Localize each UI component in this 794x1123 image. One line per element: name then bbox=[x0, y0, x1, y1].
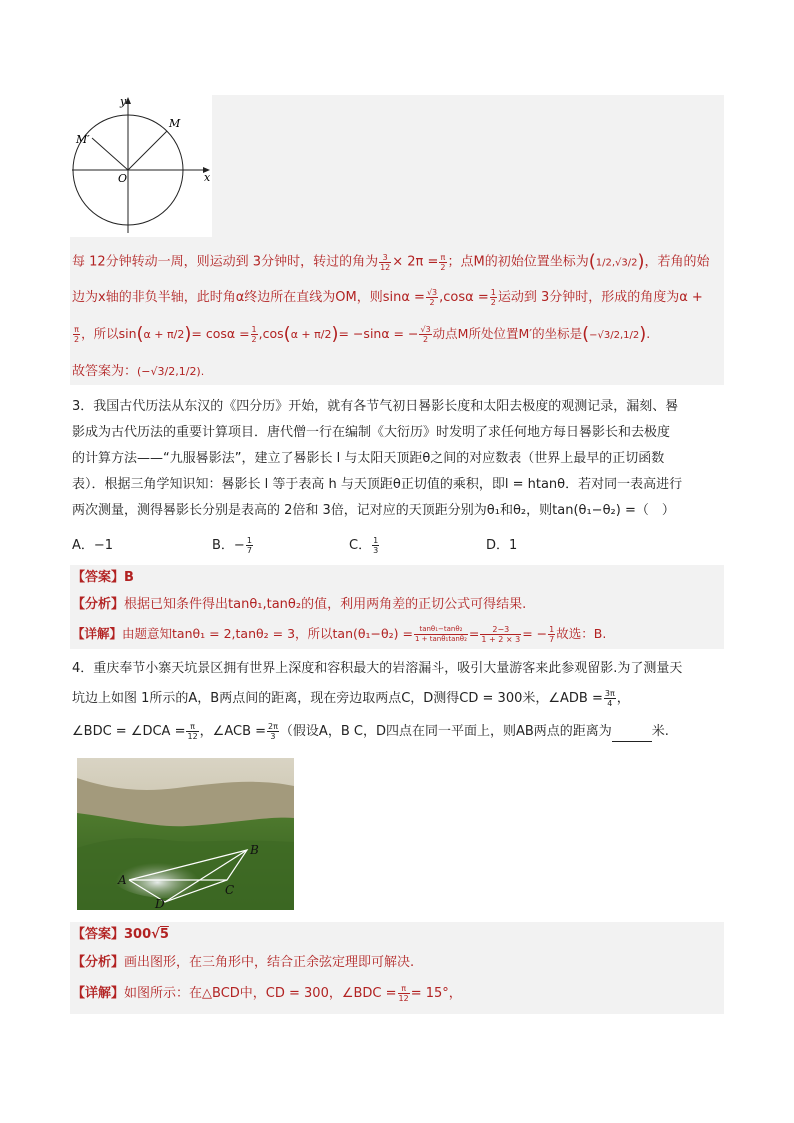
option-d[interactable]: D．1 bbox=[486, 538, 518, 553]
label-m: M bbox=[169, 117, 181, 130]
unit-circle-figure bbox=[70, 95, 212, 237]
solution-line-2: 边为x轴的非负半轴，此时角α终边所在直线为OM，则sinα = $\frac{√3}{2}$ ,cosα = $\frac{1}{2}$ 运动到 3分钟时，形成的角度为α + bbox=[72, 288, 703, 307]
q3-line-2: 影成为古代历法的重要计算项目．唐代僧一行在编制《大衍历》时发明了求任何地方每日晷影长和去极度 bbox=[72, 425, 671, 440]
q4-line-3: ∠BDC = ∠DCA = $\frac{\pi}{12}$ ，∠ACB = $\frac{2\pi}{3}$ （假设A，B C，D四点在同一平面上，则AB两点的距离为 米. bbox=[72, 722, 669, 741]
photo-label-d: D bbox=[155, 897, 165, 910]
label-m-prime: M′ bbox=[76, 133, 90, 146]
answer-line-q2: 故答案为：(−√3/2,1/2). bbox=[72, 364, 205, 379]
q3-analysis: 【分析】根据已知条件得出tanθ₁,tanθ₂的值，利用两角差的正切公式可得结果. bbox=[72, 597, 527, 612]
q3-line-4: 表）．根据三角学知识知：晷影长 l 等于表高 h 与天顶距θ正切值的乘积，即l = htanθ．若对同一表高进行 bbox=[72, 477, 683, 492]
photo-label-a: A bbox=[118, 873, 127, 887]
q3-line-1: 3．我国古代历法从东汉的《四分历》开始，就有各节气初日晷影长度和太阳去极度的观测记录，漏刻、晷 bbox=[72, 399, 679, 414]
solution-line-1: 每 12分钟转动一周，则运动到 3分钟时，转过的角为 $\frac{3}{12}$ × 2π = $\frac{\pi}{2}$ ；点M的初始位置坐标为(1/2,√3/2)，若角的始 bbox=[72, 251, 710, 272]
photo-label-c: C bbox=[225, 883, 235, 897]
label-o: O bbox=[118, 172, 128, 185]
q4-analysis: 【分析】画出图形，在三角形中，结合正余弦定理即可解决. bbox=[72, 955, 415, 970]
q3-line-5: 两次测量，测得晷影长分别是表高的 2倍和 3倍，记对应的天顶距分别为θ₁和θ₂，则tan(θ₁−θ₂) =（ ） bbox=[72, 503, 675, 518]
q4-detail: 【详解】如图所示：在△BCD中，CD = 300，∠BDC = $\frac{\pi}{12}$ = 15°， bbox=[72, 984, 462, 1003]
option-a[interactable]: A．−1 bbox=[72, 538, 114, 553]
q3-line-3: 的计算方法——“九服晷影法”，建立了晷影长 l 与太阳天顶距θ之间的对应数表（世界上最早的正切函数 bbox=[72, 451, 665, 466]
option-b[interactable]: B．− $\frac{1}{7}$ bbox=[212, 536, 252, 555]
q3-answer: 【答案】B bbox=[72, 570, 134, 585]
q4-line-1: 4．重庆奉节小寨天坑景区拥有世界上深度和容积最大的岩溶漏斗，吸引大量游客来此参观留影.为了测量天 bbox=[72, 661, 683, 676]
answer-blank[interactable] bbox=[612, 727, 652, 742]
label-x: x bbox=[204, 171, 211, 184]
solution-line-3: $\frac{\pi}{2}$ ，所以sin(α + π/2)= cosα = $\frac{1}{2}$ ,cos(α + π/2)= −sinα = − $\frac{√3}{2}$ 动点M所处位置M′的坐标是(−√3/2,1/2). bbox=[74, 323, 651, 345]
q4-line-2: 坑边上如图 1所示的A，B两点间的距离，现在旁边取两点C，D测得CD = 300米，∠ADB = $\frac{3\pi}{4}$ ， bbox=[72, 689, 630, 708]
q3-detail: 【详解】由题意知tanθ₁ = 2,tanθ₂ = 3，所以tan(θ₁−θ₂) = $\frac{\text{tanθ₁−tanθ₂}}{\text{1 + tanθ₁tanθ₂}}$ = $\frac{2-3}{1 + 2 \times 3}$ = − $\frac{1}{7}$ 故选：B. bbox=[72, 625, 607, 644]
sinkhole-photo bbox=[77, 758, 294, 910]
q4-answer: 【答案】300√5 bbox=[72, 927, 169, 942]
label-y: y bbox=[120, 95, 127, 108]
option-c[interactable]: C． $\frac{1}{3}$ bbox=[349, 536, 379, 555]
photo-label-b: B bbox=[250, 843, 259, 857]
